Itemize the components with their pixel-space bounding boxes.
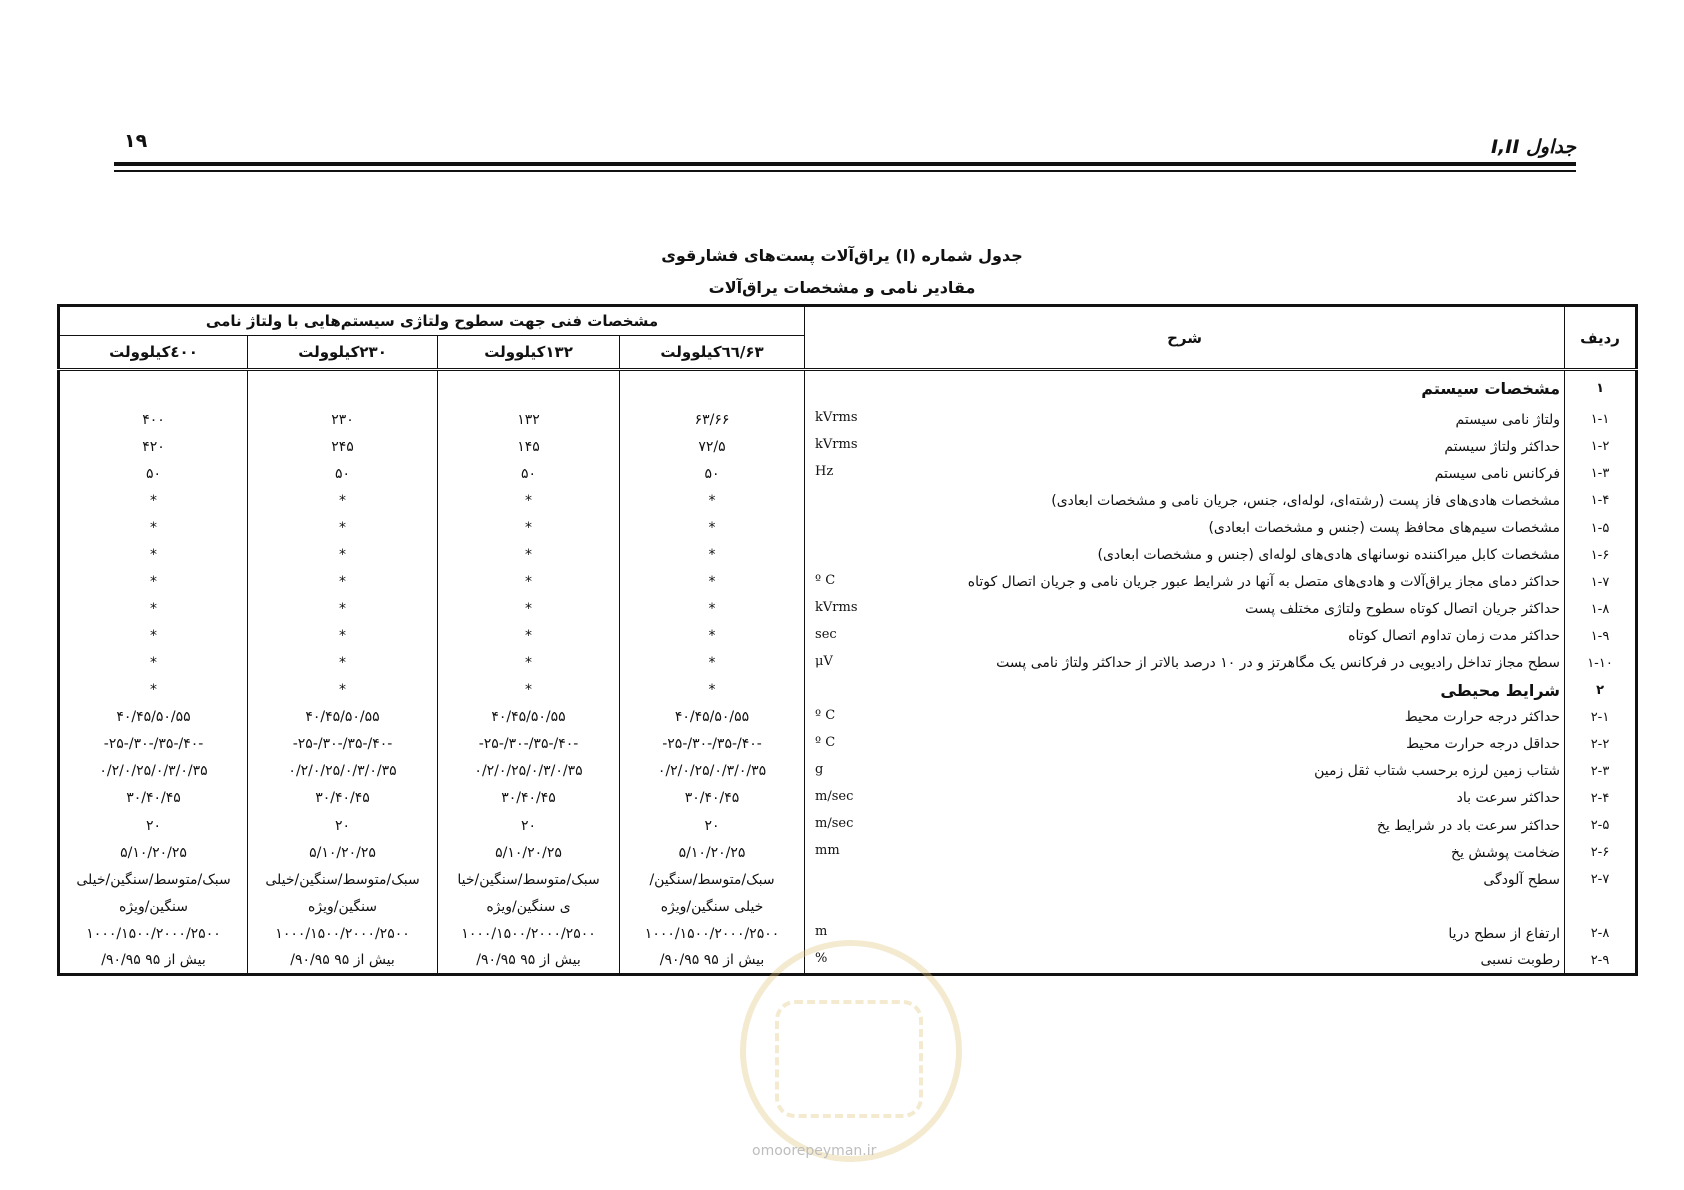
table-row <box>59 866 1637 893</box>
value-v400: ۲۰ <box>145 817 162 834</box>
row-number: ۲-۹ <box>1565 947 1637 974</box>
description-text: حداکثر ولتاژ سیستم <box>1444 438 1561 455</box>
value-v400: ۵/۱۰/۲۰/۲۵ <box>120 844 187 861</box>
value-v400: * <box>150 601 158 618</box>
row-number: ۲-۳ <box>1565 758 1637 785</box>
value-v230: ۴۰/۴۵/۵۰/۵۵ <box>248 704 438 731</box>
value-v132: * <box>438 650 620 677</box>
description-text: حداکثر دمای مجاز یراق‌آلات و هادی‌های متصل به آنها در شرایط عبور جریان نامی و جریان اتصال کوتاه <box>967 574 1561 591</box>
value-v230: ۵۰ <box>248 460 438 487</box>
value-v63: خیلی سنگین/ویژه <box>620 893 805 920</box>
table-row <box>59 812 1637 839</box>
description-text: حداکثر جریان اتصال کوتاه سطوح ولتاژی مختلف پست <box>1245 601 1561 618</box>
header-v230: ۲۳۰کیلوولت <box>248 336 438 370</box>
unit-label: % <box>815 951 828 967</box>
description-cell <box>805 406 1565 433</box>
watermark-text: omoorepeyman.ir <box>752 1143 877 1159</box>
unit-label: m <box>815 924 828 940</box>
description-cell <box>805 866 1565 893</box>
value-v132: ۳۰/۴۰/۴۵ <box>438 785 620 812</box>
value-v400: -۴۰/-۳۵/-۳۰/-۲۵- <box>103 736 204 753</box>
value-v400: سنگین/ویژه <box>119 898 189 915</box>
row-number: ۲-۱ <box>1565 704 1637 731</box>
description-cell <box>805 839 1565 866</box>
value-v63: ۵/۱۰/۲۰/۲۵ <box>620 839 805 866</box>
description-text: شتاب زمین لرزه برحسب شتاب ثقل زمین <box>1314 763 1561 780</box>
description-cell <box>805 596 1565 623</box>
row-number: ۱-۲ <box>1565 433 1637 460</box>
description-text: سطح مجاز تداخل رادیویی در فرکانس یک مگاهرتز و در ۱۰ درصد بالاتر از حداکثر ولتاژ نامی پست <box>996 655 1561 672</box>
value-v230: ۰/۲/۰/۲۵/۰/۳/۰/۳۵ <box>248 758 438 785</box>
description-cell <box>805 623 1565 650</box>
description-text: مشخصات سیستم <box>1421 379 1561 399</box>
description-text: حداکثر درجه حرارت محیط <box>1404 709 1561 726</box>
value-v132: * <box>438 542 620 569</box>
description-cell <box>805 704 1565 731</box>
table-title: جدول شماره (I) یراق‌آلات پست‌های فشارقوی <box>661 246 1023 265</box>
value-v400: ۱۰۰۰/۱۵۰۰/۲۰۰۰/۲۵۰۰ <box>86 925 221 942</box>
value-v230: ۲۴۵ <box>248 433 438 460</box>
description-cell <box>805 785 1565 812</box>
value-v63: * <box>620 650 805 677</box>
value-v63: * <box>620 677 805 704</box>
unit-label: mm <box>815 843 840 859</box>
value-v132: ۴۰/۴۵/۵۰/۵۵ <box>438 704 620 731</box>
unit-label: Hz <box>815 464 834 480</box>
value-v230: * <box>248 623 438 650</box>
value-v132: ۱۰۰۰/۱۵۰۰/۲۰۰۰/۲۵۰۰ <box>438 920 620 947</box>
description-cell <box>805 893 1565 920</box>
description-cell <box>805 370 1565 407</box>
value-v230: سبک/متوسط/سنگین/خیلی <box>248 866 438 893</box>
value-v63: ۳۰/۴۰/۴۵ <box>620 785 805 812</box>
description-cell <box>805 920 1565 947</box>
description-cell <box>805 542 1565 569</box>
description-cell <box>805 460 1565 487</box>
value-v132: * <box>438 596 620 623</box>
value-v63 <box>620 370 805 407</box>
header-voltage-group: مشخصات فنی جهت سطوح ولتاژی سیستم‌هایی با ولتاژ نامی <box>59 306 805 336</box>
description-cell <box>805 812 1565 839</box>
row-number: ۲-۲ <box>1565 731 1637 758</box>
description-cell <box>805 433 1565 460</box>
value-v63: سبک/متوسط/سنگین/ <box>620 866 805 893</box>
value-v400: ۵۰ <box>145 465 162 482</box>
value-v63: ۲۰ <box>620 812 805 839</box>
value-v400: ۰/۲/۰/۲۵/۰/۳/۰/۳۵ <box>99 763 208 780</box>
row-number: ۱-۴ <box>1565 487 1637 514</box>
row-number: ۲ <box>1565 677 1637 704</box>
table-row <box>59 433 1637 460</box>
value-v63: ۱۰۰۰/۱۵۰۰/۲۰۰۰/۲۵۰۰ <box>620 920 805 947</box>
description-text: حداکثر سرعت باد <box>1456 790 1561 807</box>
watermark-emblem <box>775 1000 923 1118</box>
value-v400: * <box>150 492 158 509</box>
value-v230: * <box>248 650 438 677</box>
page-number: ۱۹ <box>124 130 148 152</box>
value-v132: ۰/۲/۰/۲۵/۰/۳/۰/۳۵ <box>438 758 620 785</box>
value-v63: -۴۰/-۳۵/-۳۰/-۲۵- <box>620 731 805 758</box>
value-v132: -۴۰/-۳۵/-۳۰/-۲۵- <box>438 731 620 758</box>
table-row <box>59 596 1637 623</box>
table-row <box>59 758 1637 785</box>
value-v63: ۷۲/۵ <box>620 433 805 460</box>
value-v132: * <box>438 514 620 541</box>
section-row <box>59 370 1637 407</box>
value-v132 <box>438 370 620 407</box>
table-row <box>59 704 1637 731</box>
table-row <box>59 731 1637 758</box>
description-cell <box>805 677 1565 704</box>
value-v230: بیش از ۹۵ ۹۰/۹۵/ <box>248 947 438 974</box>
value-v230: ۲۳۰ <box>248 406 438 433</box>
value-v132: ی سنگین/ویژه <box>438 893 620 920</box>
value-v132: بیش از ۹۵ ۹۰/۹۵/ <box>438 947 620 974</box>
row-number: ۱ <box>1565 370 1637 407</box>
header-rule <box>114 162 1576 166</box>
running-title: جداول I,II <box>1490 136 1576 158</box>
value-v400: * <box>150 574 158 591</box>
value-v400: * <box>150 628 158 645</box>
table-row <box>59 785 1637 812</box>
value-v132: * <box>438 487 620 514</box>
value-v132: * <box>438 677 620 704</box>
value-v63: ۴۰/۴۵/۵۰/۵۵ <box>620 704 805 731</box>
value-v400: * <box>150 547 158 564</box>
value-v63: ۵۰ <box>620 460 805 487</box>
value-v230: ۲۰ <box>248 812 438 839</box>
description-text: حداکثر مدت زمان تداوم اتصال کوتاه <box>1348 628 1561 645</box>
value-v230: ۵/۱۰/۲۰/۲۵ <box>248 839 438 866</box>
description-text: حداکثر سرعت باد در شرایط یخ <box>1376 817 1561 834</box>
row-number: ۱-۷ <box>1565 569 1637 596</box>
value-v230: * <box>248 514 438 541</box>
description-text: فرکانس نامی سیستم <box>1434 465 1561 482</box>
value-v400: سبک/متوسط/سنگین/خیلی <box>76 871 231 888</box>
row-number: ۱-۳ <box>1565 460 1637 487</box>
value-v132: ۵/۱۰/۲۰/۲۵ <box>438 839 620 866</box>
description-text: ارتفاع از سطح دریا <box>1448 925 1561 942</box>
description-text: ولتاژ نامی سیستم <box>1455 411 1561 428</box>
value-v400: بیش از ۹۵ ۹۰/۹۵/ <box>101 952 206 969</box>
value-v132: * <box>438 623 620 650</box>
table-row <box>59 839 1637 866</box>
value-v230: سنگین/ویژه <box>248 893 438 920</box>
row-number <box>1565 893 1637 920</box>
description-cell <box>805 514 1565 541</box>
value-v230: * <box>248 542 438 569</box>
value-v400: * <box>150 682 158 699</box>
value-v400 <box>59 370 248 407</box>
value-v63: * <box>620 596 805 623</box>
value-v230 <box>248 370 438 407</box>
header-v63: ۶۳/٦٦کیلوولت <box>620 336 805 370</box>
value-v230: ۱۰۰۰/۱۵۰۰/۲۰۰۰/۲۵۰۰ <box>248 920 438 947</box>
unit-label: º C <box>815 707 836 723</box>
unit-label: μV <box>815 653 833 669</box>
value-v400: ۴۰۰ <box>142 411 165 428</box>
value-v230: * <box>248 596 438 623</box>
value-v230: * <box>248 569 438 596</box>
unit-label: sec <box>815 626 837 642</box>
description-cell <box>805 569 1565 596</box>
section-row <box>59 677 1637 704</box>
description-text: سطح آلودگی <box>1483 871 1561 888</box>
value-v230: * <box>248 487 438 514</box>
table-row <box>59 569 1637 596</box>
value-v132: سبک/متوسط/سنگین/خیا <box>438 866 620 893</box>
table-row <box>59 460 1637 487</box>
row-number: ۲-۶ <box>1565 839 1637 866</box>
description-text: حداقل درجه حرارت محیط <box>1406 736 1561 753</box>
description-text: رطوبت نسبی <box>1480 952 1561 969</box>
description-cell <box>805 758 1565 785</box>
description-text: مشخصات کابل میراکننده نوسانهای هادی‌های لوله‌ای (جنس و مشخصات ابعادی) <box>1097 547 1561 564</box>
value-v400: ۳۰/۴۰/۴۵ <box>126 790 181 807</box>
value-v230: -۴۰/-۳۵/-۳۰/-۲۵- <box>248 731 438 758</box>
table-row <box>59 542 1637 569</box>
header-rule-thin <box>114 170 1576 172</box>
unit-label: kVrms <box>815 437 858 453</box>
header-row-no: ردیف <box>1565 306 1637 370</box>
value-v63: * <box>620 514 805 541</box>
value-v400: ۴۲۰ <box>142 438 165 455</box>
table-row <box>59 487 1637 514</box>
description-cell <box>805 731 1565 758</box>
unit-label: g <box>815 761 824 777</box>
value-v230: * <box>248 677 438 704</box>
description-text: ضخامت پوشش یخ <box>1451 844 1561 861</box>
unit-label: º C <box>815 734 836 750</box>
row-number: ۱-۶ <box>1565 542 1637 569</box>
header-description: شرح <box>805 306 1565 370</box>
value-v63: بیش از ۹۵ ۹۰/۹۵/ <box>620 947 805 974</box>
unit-label: kVrms <box>815 599 858 615</box>
table-row <box>59 650 1637 677</box>
row-number: ۲-۷ <box>1565 866 1637 893</box>
header-v400: ٤۰۰کیلوولت <box>59 336 248 370</box>
description-text: مشخصات سیم‌های محافظ پست (جنس و مشخصات ابعادی) <box>1208 520 1561 536</box>
value-v63: * <box>620 542 805 569</box>
row-number: ۱-۵ <box>1565 514 1637 541</box>
row-number: ۲-۵ <box>1565 812 1637 839</box>
table-row <box>59 514 1637 541</box>
table-row <box>59 406 1637 433</box>
row-number: ۲-۴ <box>1565 785 1637 812</box>
row-number: ۲-۸ <box>1565 920 1637 947</box>
specs-table <box>57 304 1638 976</box>
value-v400: * <box>150 520 158 536</box>
value-v400: * <box>150 655 158 672</box>
row-number: ۱-۱ <box>1565 406 1637 433</box>
description-text: شرایط محیطی <box>1440 680 1561 700</box>
value-v63: ۶۳/۶۶ <box>620 406 805 433</box>
table-row <box>59 893 1637 920</box>
row-number: ۱-۹ <box>1565 623 1637 650</box>
value-v63: * <box>620 487 805 514</box>
row-number: ۱-۸ <box>1565 596 1637 623</box>
value-v63: ۰/۲/۰/۲۵/۰/۳/۰/۳۵ <box>620 758 805 785</box>
unit-label: m/sec <box>815 788 854 804</box>
value-v400: ۴۰/۴۵/۵۰/۵۵ <box>116 709 191 726</box>
header-v132: ۱۳۲کیلوولت <box>438 336 620 370</box>
unit-label: m/sec <box>815 816 854 831</box>
table-row <box>59 623 1637 650</box>
unit-label: º C <box>815 572 836 588</box>
value-v132: * <box>438 569 620 596</box>
row-number: ۱-۱۰ <box>1565 650 1637 677</box>
description-text: مشخصات هادی‌های فاز پست (رشته‌ای، لوله‌ای، جنس، جریان نامی و مشخصات ابعادی) <box>1051 492 1561 509</box>
value-v132: ۵۰ <box>438 460 620 487</box>
description-cell <box>805 487 1565 514</box>
unit-label: kVrms <box>815 410 858 426</box>
table-subtitle: مقادیر نامی و مشخصات یراق‌آلات <box>708 278 976 297</box>
value-v63: * <box>620 569 805 596</box>
value-v132: ۲۰ <box>438 812 620 839</box>
value-v132: ۱۳۲ <box>438 406 620 433</box>
value-v63: * <box>620 623 805 650</box>
value-v230: ۳۰/۴۰/۴۵ <box>248 785 438 812</box>
value-v132: ۱۴۵ <box>438 433 620 460</box>
description-cell <box>805 650 1565 677</box>
